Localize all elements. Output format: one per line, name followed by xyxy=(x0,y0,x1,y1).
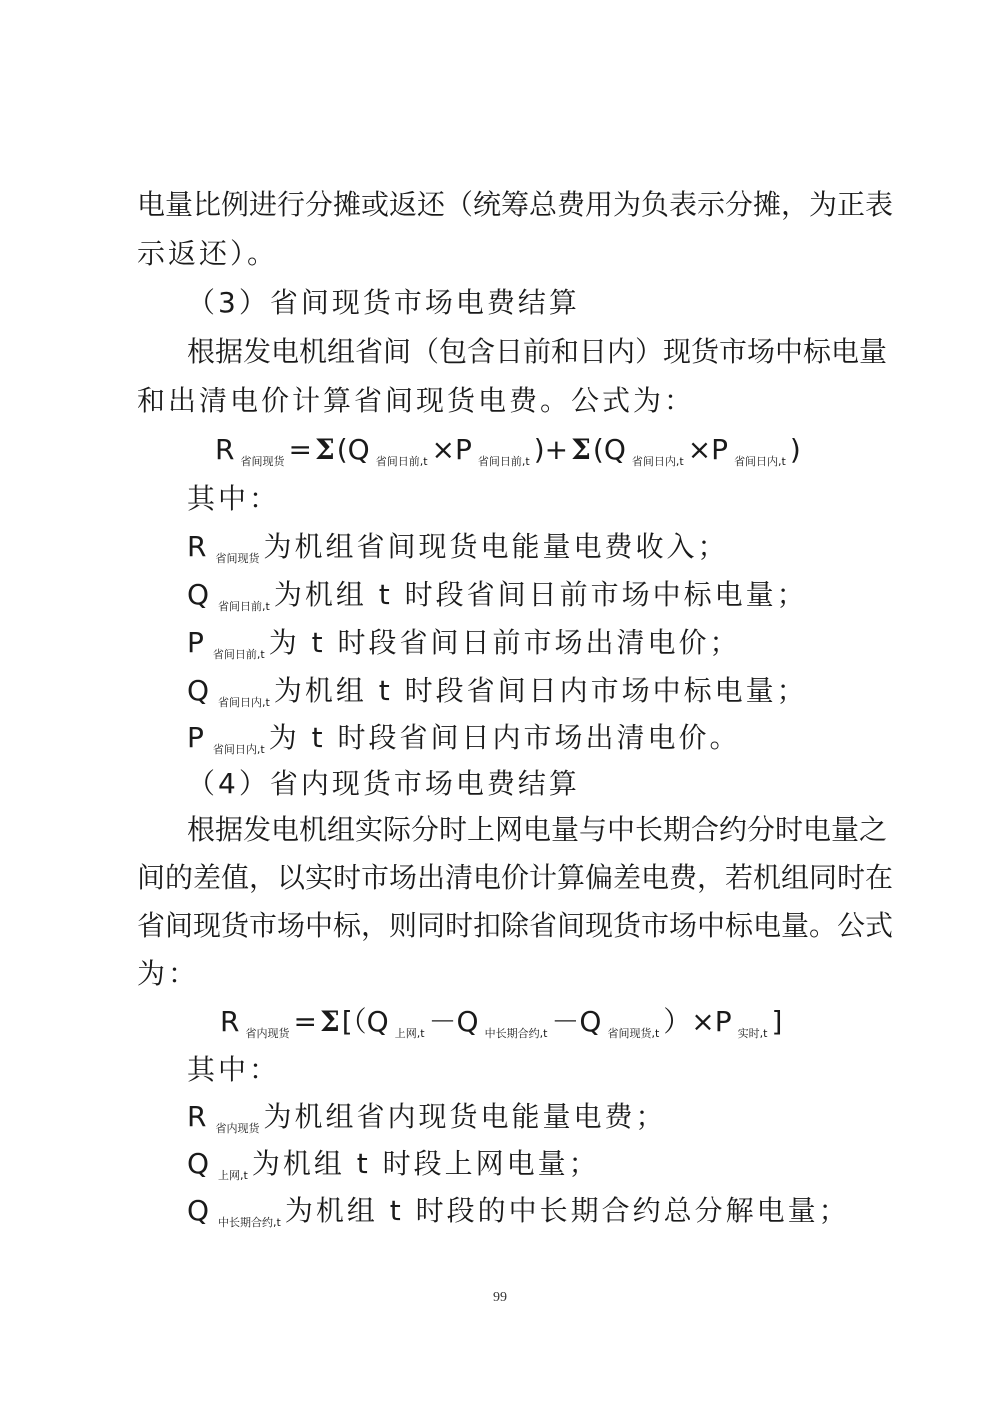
def-subscript: 中长期合约,t xyxy=(218,1216,281,1229)
formula-symbol: Q xyxy=(456,1005,479,1038)
page-number: 99 xyxy=(493,1290,507,1305)
def-text: 为机组省内现货电能量电费； xyxy=(263,1100,667,1133)
formula-symbol: Q xyxy=(579,1005,602,1038)
def-subscript: 上网,t xyxy=(218,1169,248,1182)
formula-operator: － xyxy=(428,1005,457,1038)
formula-interprovincial-spot xyxy=(215,432,801,480)
formula-operator: = xyxy=(293,1005,317,1038)
paragraph-line: 省间现货市场中标，则同时扣除省间现货市场中标电量。公式 xyxy=(137,909,894,942)
label-where: 其中： xyxy=(187,1053,281,1086)
def-symbol: Q xyxy=(187,1194,213,1227)
def-symbol: P xyxy=(187,721,207,754)
formula-subscript: 省间日前,t xyxy=(375,455,428,468)
paragraph-line: 根据发电机组省间（包含日前和日内）现货市场中标电量 xyxy=(187,335,888,368)
formula-operator: ） xyxy=(663,1005,692,1038)
formula-symbol: Q xyxy=(366,1005,389,1038)
paragraph-line: 电量比例进行分摊或返还（统筹总费用为负表示分摊，为正表 xyxy=(137,188,894,221)
paragraph-line: 示返还）。 xyxy=(137,237,279,270)
sigma-symbol: Σ xyxy=(314,433,335,466)
def-subscript: 省间日前,t xyxy=(212,648,265,661)
formula-subscript: 省间日内,t xyxy=(631,455,684,468)
formula-symbol: R xyxy=(215,433,235,466)
formula-symbol: Q xyxy=(603,433,626,466)
formula-operator: ) xyxy=(789,433,801,466)
def-text: 为机组 t 时段上网电量； xyxy=(251,1147,600,1180)
paragraph-line: 为： xyxy=(137,957,200,990)
formula-operator: ] xyxy=(771,1005,783,1038)
paragraph-line: 和出清电价计算省间现货电费。公式为： xyxy=(137,384,696,417)
sigma-symbol: Σ xyxy=(571,433,591,466)
formula-operator: + xyxy=(544,433,569,466)
definition-line xyxy=(187,673,808,721)
formula-subscript: 实时,t xyxy=(737,1027,768,1040)
formula-operator: = xyxy=(288,433,312,466)
formula-subscript: 省间现货 xyxy=(240,455,285,468)
def-text: 为机组省间现货电能量电费收入； xyxy=(263,530,729,563)
formula-subscript: 省间现货,t xyxy=(607,1027,660,1040)
formula-subscript: 中长期合约,t xyxy=(484,1027,548,1040)
formula-symbol: R xyxy=(220,1005,240,1038)
def-symbol: R xyxy=(187,530,210,563)
def-symbol: Q xyxy=(187,674,213,707)
formula-subscript: 省间日内,t xyxy=(734,455,786,468)
formula-subscript: 省内现货 xyxy=(245,1027,290,1040)
definition-line xyxy=(187,529,728,577)
section-heading-3: （3）省间现货市场电费结算 xyxy=(187,286,580,319)
definition-line xyxy=(187,1193,850,1241)
formula-operator: × xyxy=(687,433,712,466)
def-text: 为机组 t 时段省间日前市场中标电量； xyxy=(273,578,808,611)
sigma-symbol: Σ xyxy=(319,1005,340,1038)
def-symbol: R xyxy=(187,1100,210,1133)
formula-operator: [（ xyxy=(341,1005,367,1038)
label-where: 其中： xyxy=(187,482,281,515)
section-heading-4: （4）省内现货市场电费结算 xyxy=(187,767,580,800)
def-subscript: 省间现货 xyxy=(215,552,260,565)
formula-symbol: Q xyxy=(347,433,370,466)
formula-symbol: P xyxy=(714,1005,732,1038)
definition-line xyxy=(187,1146,600,1194)
definition-line xyxy=(187,1099,666,1147)
def-symbol: Q xyxy=(187,1147,213,1180)
def-subscript: 省间日内,t xyxy=(218,696,270,709)
formula-subscript: 上网,t xyxy=(394,1027,425,1040)
paragraph-line: 根据发电机组实际分时上网电量与中长期合约分时电量之 xyxy=(187,813,888,846)
formula-operator: ( xyxy=(336,433,348,466)
def-subscript: 省间日前,t xyxy=(218,600,270,613)
def-text: 为 t 时段省间日内市场出清电价。 xyxy=(268,721,741,754)
definition-line xyxy=(187,720,740,768)
def-symbol: P xyxy=(187,626,207,659)
def-text: 为 t 时段省间日前市场出清电价； xyxy=(268,626,741,659)
formula-operator: × xyxy=(691,1005,715,1038)
formula-symbol: P xyxy=(711,433,729,466)
formula-operator: － xyxy=(551,1005,580,1038)
formula-operator: ) xyxy=(533,433,545,466)
formula-symbol: P xyxy=(455,433,472,466)
definition-line xyxy=(187,577,808,625)
formula-subscript: 省间日前,t xyxy=(477,455,530,468)
formula-operator: × xyxy=(431,433,455,466)
def-text: 为机组 t 时段省间日内市场中标电量； xyxy=(273,674,808,707)
paragraph-line: 间的差值，以实时市场出清电价计算偏差电费，若机组同时在 xyxy=(137,861,894,894)
def-subscript: 省间日内,t xyxy=(212,743,265,756)
formula-intraprovincial-spot xyxy=(220,1004,782,1052)
formula-operator: ( xyxy=(592,433,604,466)
def-text: 为机组 t 时段的中长期合约总分解电量； xyxy=(284,1194,850,1227)
def-subscript: 省内现货 xyxy=(215,1122,260,1135)
def-symbol: Q xyxy=(187,578,213,611)
definition-line xyxy=(187,625,740,673)
